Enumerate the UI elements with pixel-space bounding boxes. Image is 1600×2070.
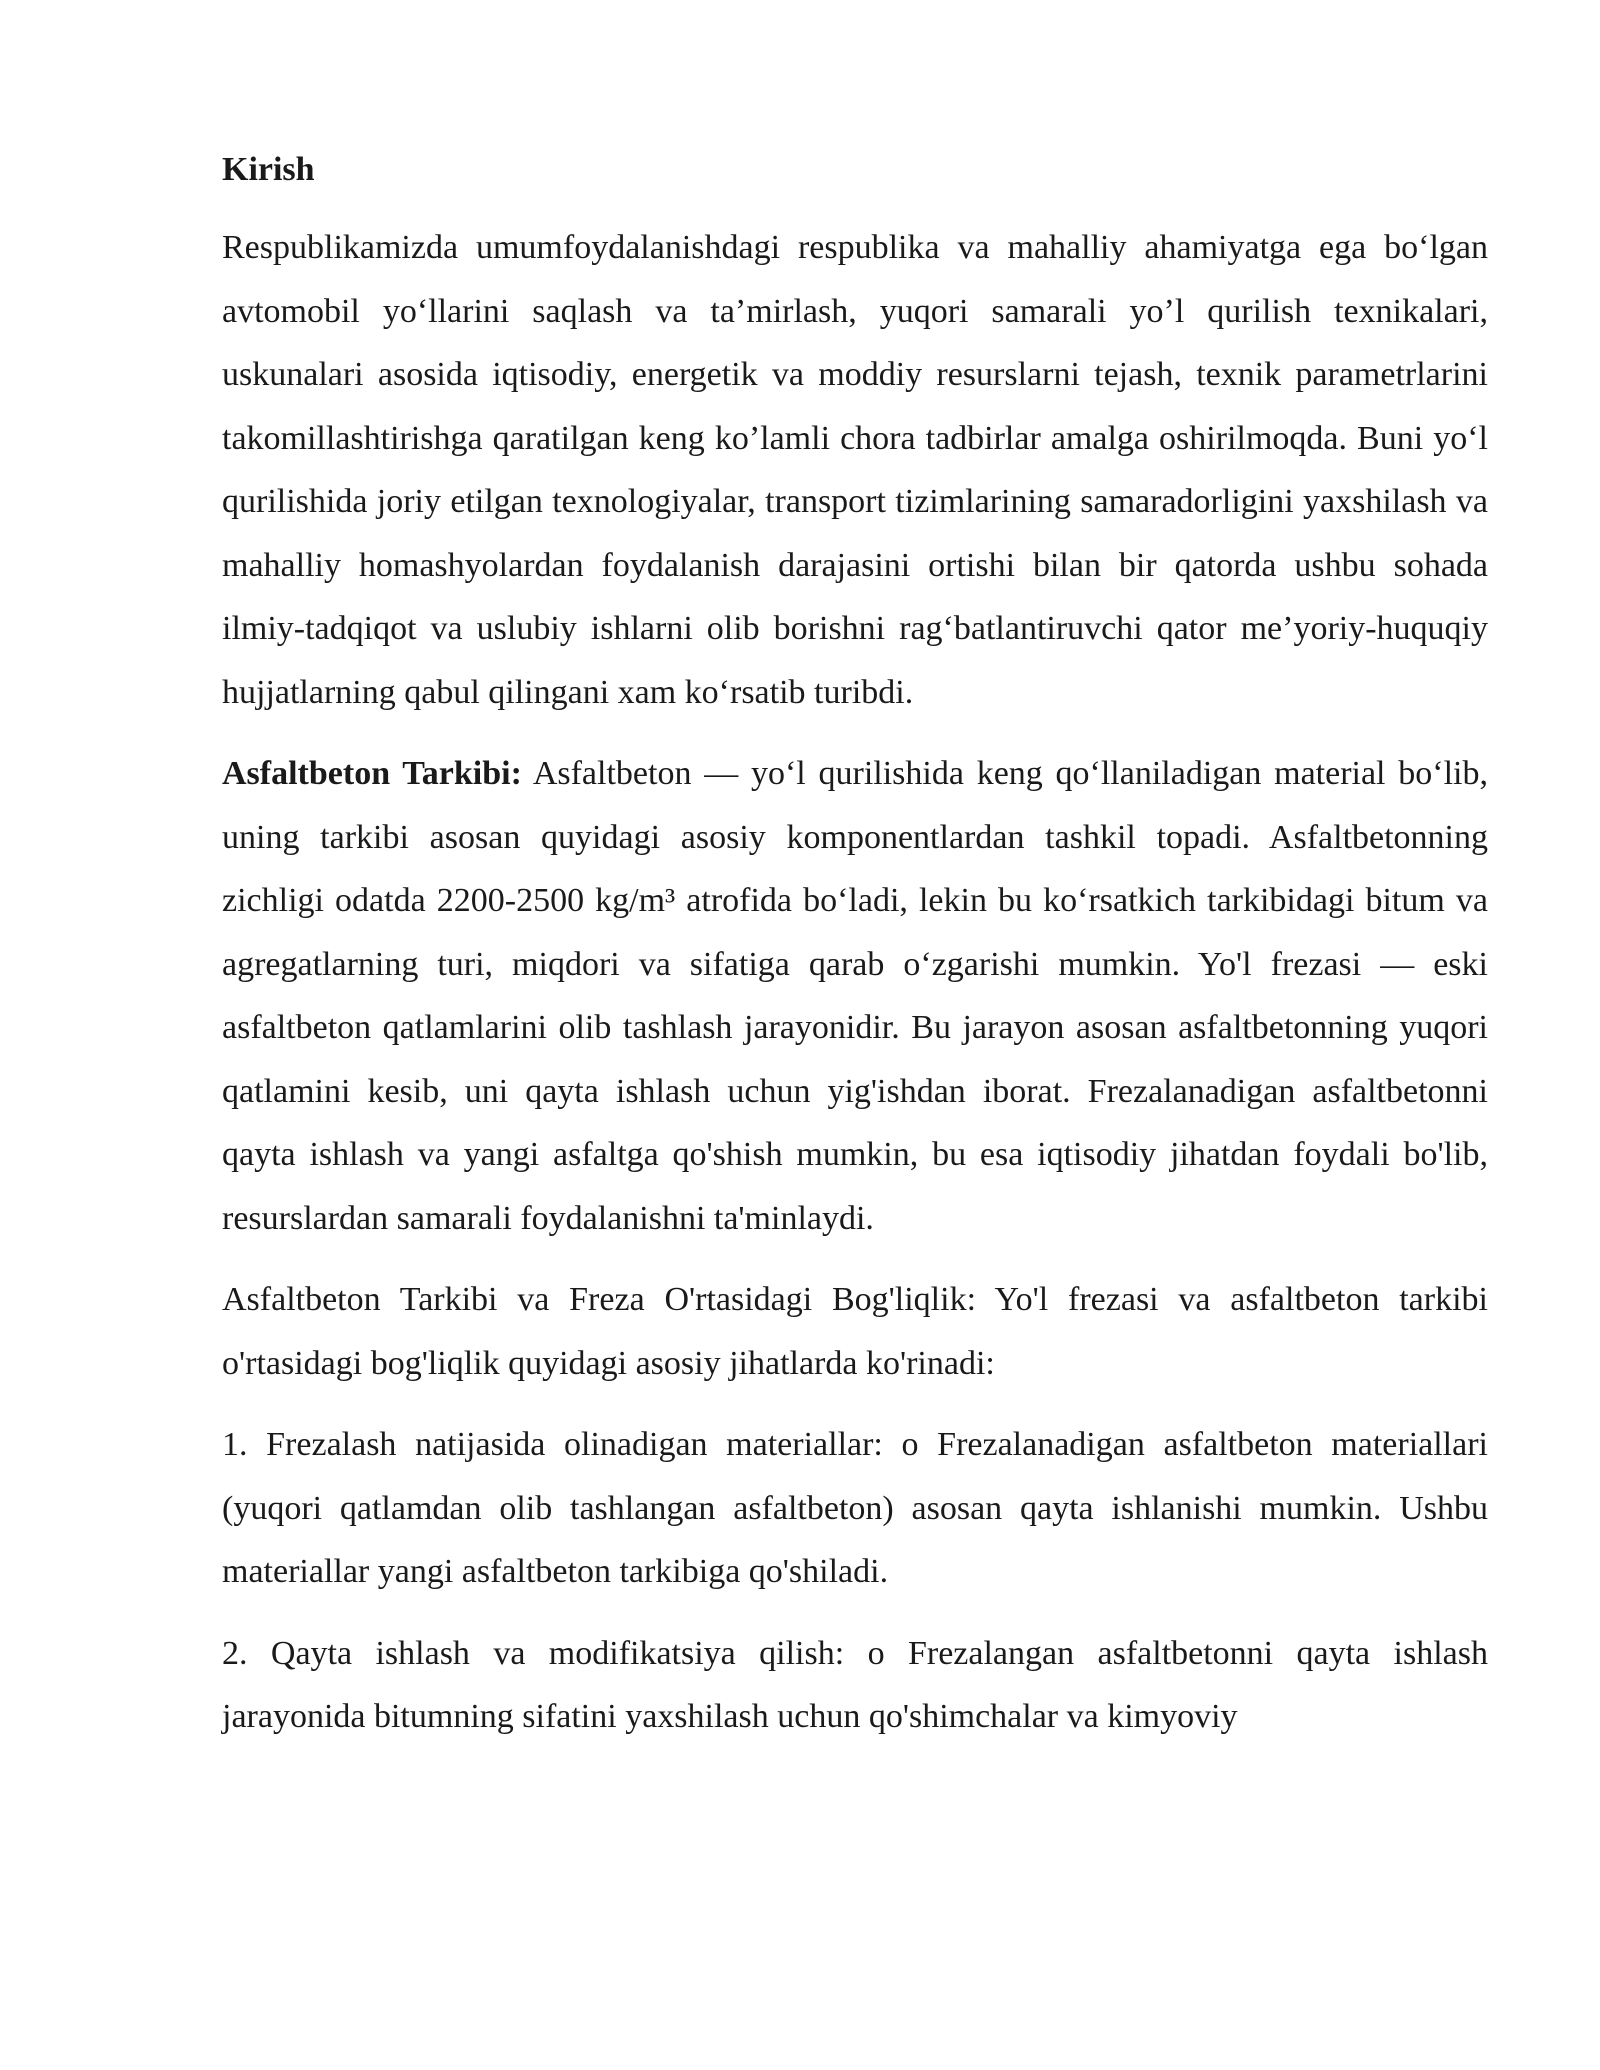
document-page xyxy=(222,140,1488,1767)
composition-paragraph xyxy=(222,742,1488,1250)
list-item-2: 2. Qayta ishlash va modifikatsiya qilish: o Frezalangan asfaltbetonni qayta ishlash jarayonida bitumning sifatini yaxshilash uchun qo'shimchalar va kimyoviy xyxy=(222,1634,1488,1735)
section-heading: Kirish xyxy=(222,151,315,188)
intro-paragraph: Respublikamizda umumfoydalanishdagi respublika va mahalliy ahamiyatga ega bo‘lgan avtomobil yo‘llarini saqlash va ta’mirlash, yuqori samarali yo’l qurilish texnikalari, uskunalari asosida iqtisodiy, energetik va moddiy resurslarni tejash, texnik parametrlarini takomillashtirishga qaratilgan keng ko’lamli chora tadbirlar amalga oshirilmoqda. Buni yo‘l qurilishida joriy etilgan texnologiyalar, transport tizimlarining samaradorligini yaxshilash va mahalliy homashyolardan foydalanish darajasini ortishi bilan bir qatorda ushbu sohada ilmiy-tadqiqot va uslubiy ishlarni olib borishni rag‘batlantiruvchi qator me’yoriy-huquqiy hujjatlarning qabul qilingani xam ko‘rsatib turibdi. xyxy=(222,229,1488,711)
relation-paragraph: Asfaltbeton Tarkibi va Freza O'rtasidagi Bog'liqlik: Yo'l frezasi va asfaltbeton tarkibi o'rtasidagi bog'liqlik quyidagi asosiy jihatlarda ko'rinadi: xyxy=(222,1281,1488,1382)
composition-body: Asfaltbeton — yo‘l qurilishida keng qo‘llaniladigan material bo‘lib, uning tarkibi asosan quyidagi asosiy komponentlardan tashkil topadi. Asfaltbetonning zichligi odatda 2200-2500 kg/m³ atrofida bo‘ladi, lekin bu ko‘rsatkich tarkibidagi bitum va agregatlarning turi, miqdori va sifatiga qarab o‘zgarishi mumkin. Yo'l frezasi — eski asfaltbeton qatlamlarini olib tashlash jarayonidir. Bu jarayon asosan asfaltbetonning yuqori qatlamini kesib, uni qayta ishlash uchun yig'ishdan iborat. Frezalanadigan asfaltbetonni qayta ishlash va yangi asfaltga qo'shish mumkin, bu esa iqtisodiy jihatdan foydali bo'lib, resurslardan samarali foydalanishni ta'minlaydi. xyxy=(222,755,1488,1237)
list-item-1: 1. Frezalash natijasida olinadigan materiallar: o Frezalanadigan asfaltbeton materiallari (yuqori qatlamdan olib tashlangan asfaltbeton) asosan qayta ishlanishi mumkin. Ushbu materiallar yangi asfaltbeton tarkibiga qo'shiladi. xyxy=(222,1426,1488,1590)
composition-lead: Asfaltbeton Tarkibi: xyxy=(222,755,522,792)
